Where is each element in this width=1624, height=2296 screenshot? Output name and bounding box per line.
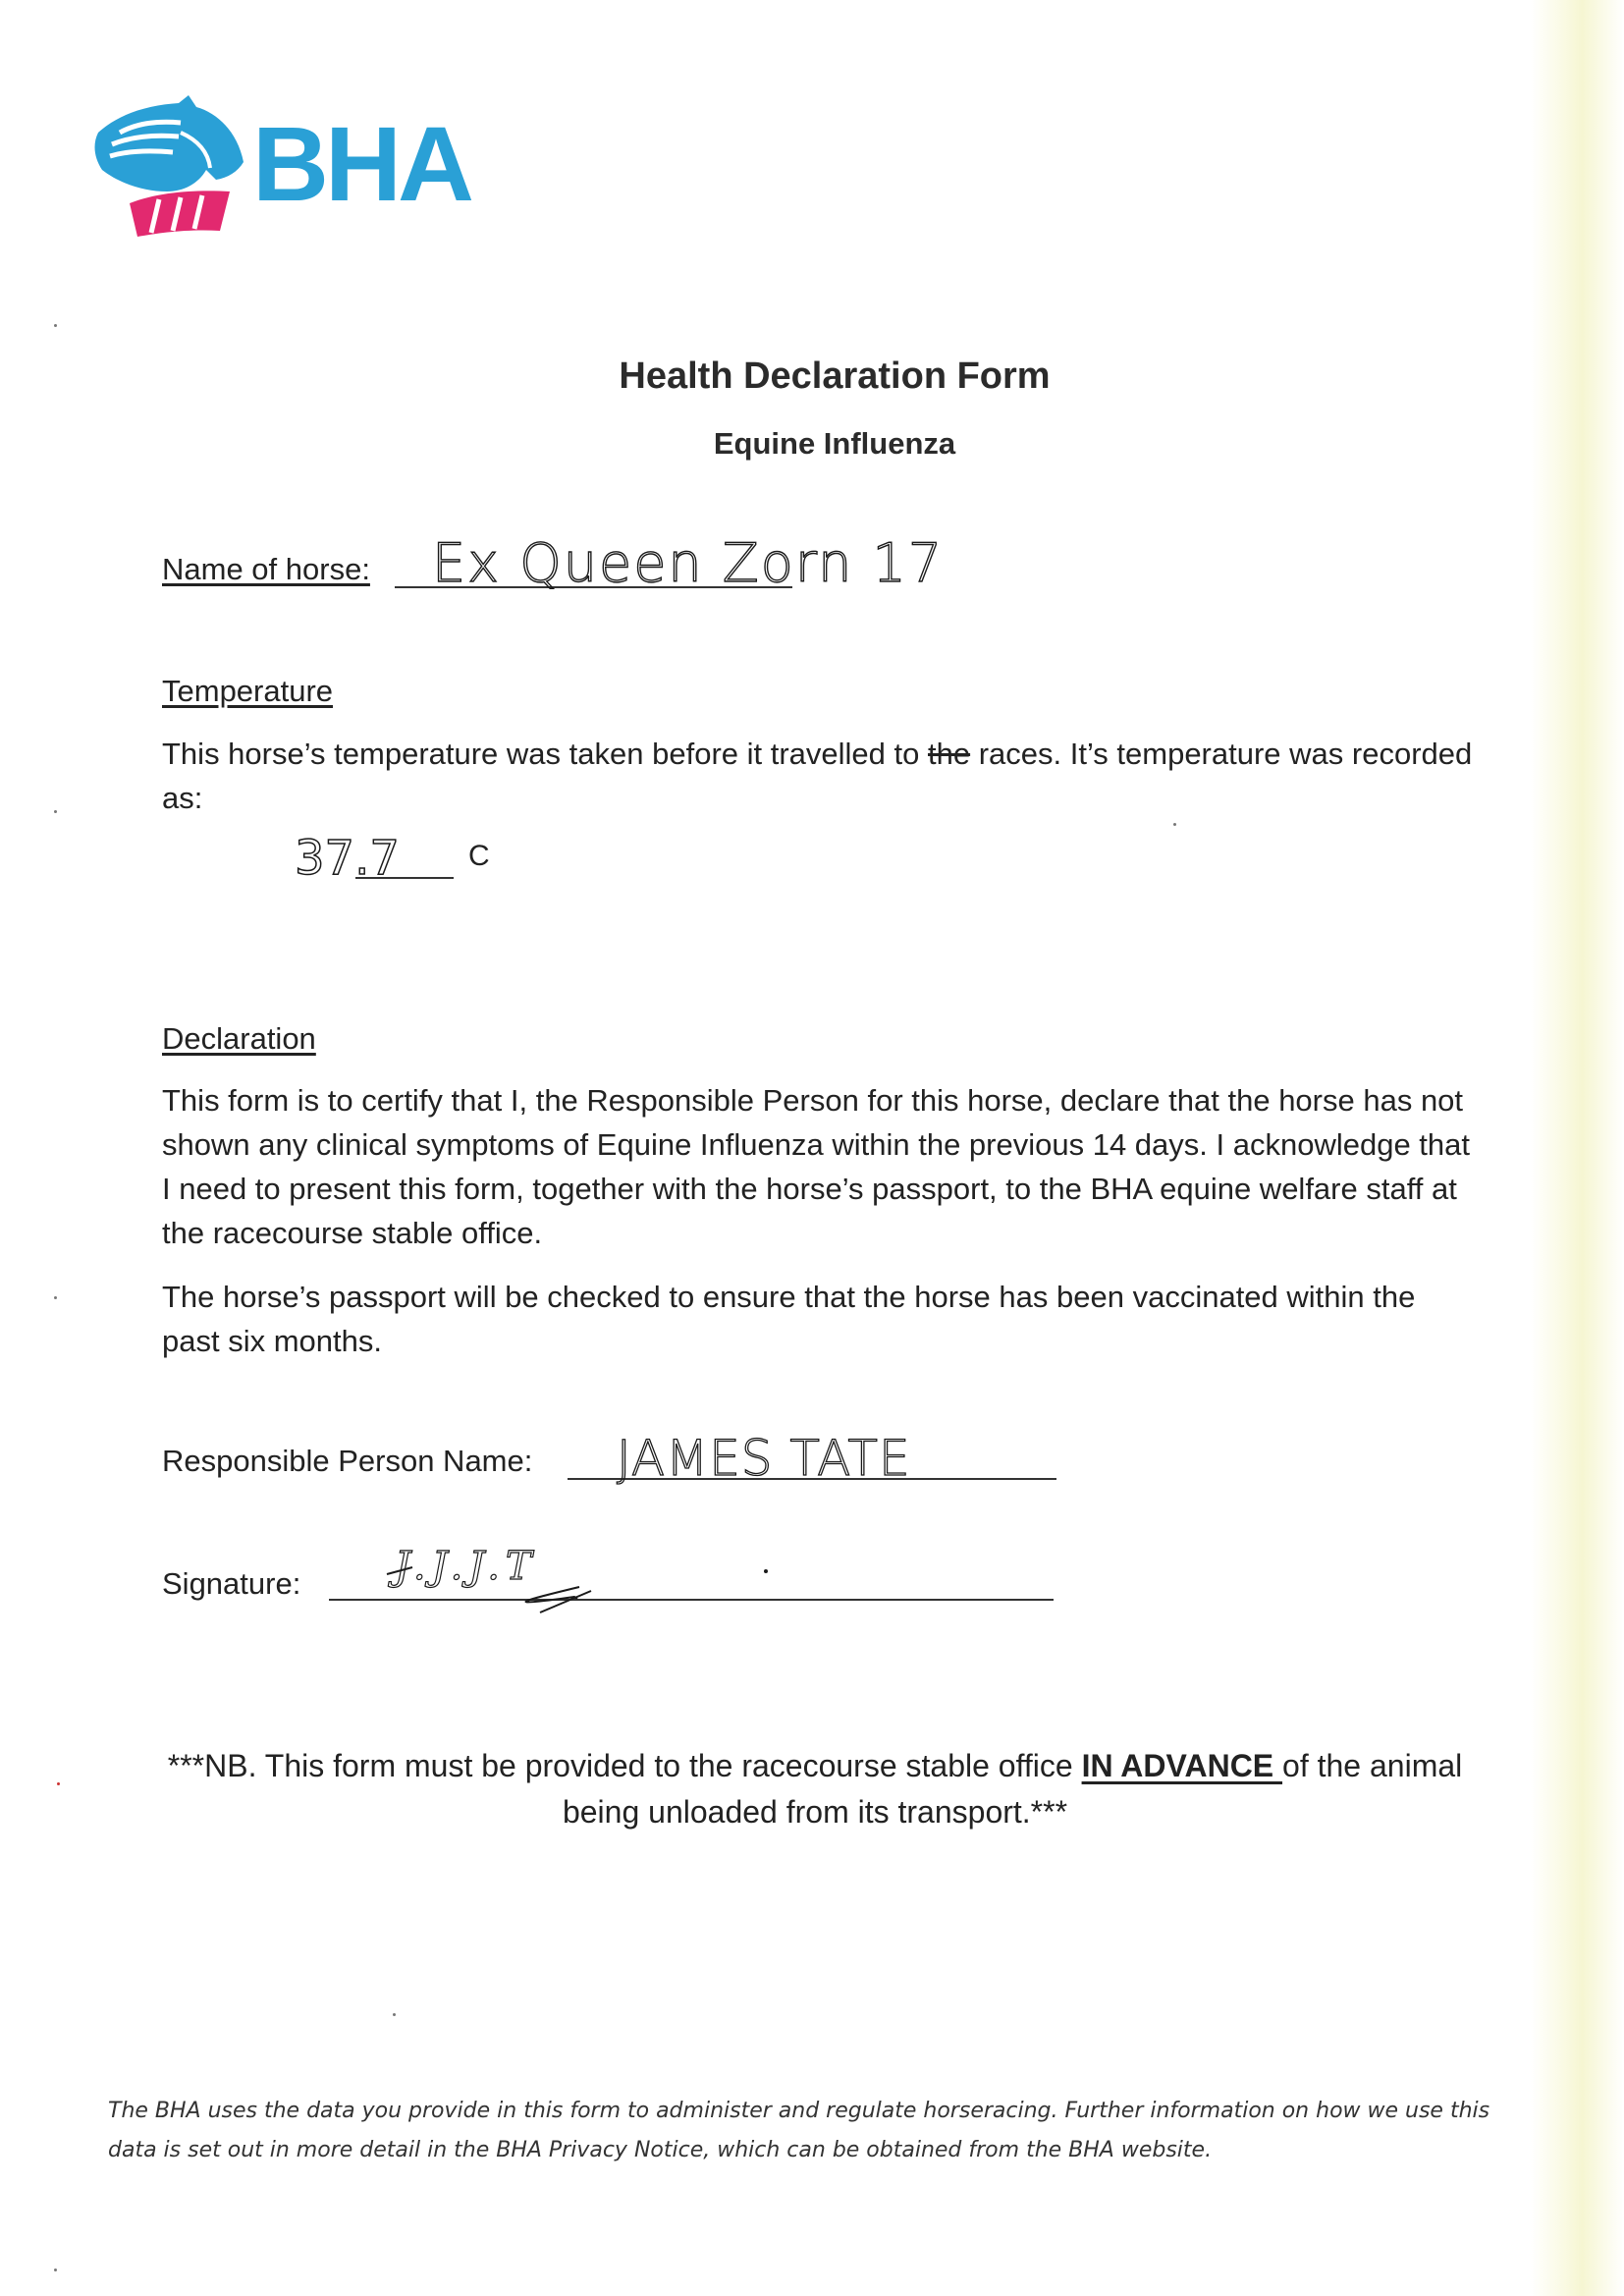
responsible-person-handwriting	[609, 1422, 1060, 1491]
temperature-heading: Temperature	[162, 674, 334, 708]
form-title: Health Declaration Form	[619, 355, 1051, 397]
scan-speck	[1173, 823, 1176, 826]
signature-field[interactable]	[373, 1530, 785, 1628]
temperature-value-field[interactable]	[295, 815, 452, 894]
svg-text:37.7: 37.7	[295, 831, 400, 886]
responsible-person-field[interactable]	[609, 1422, 1060, 1491]
horse-head-logo-icon	[90, 93, 252, 241]
signature-drawing	[373, 1530, 785, 1628]
scan-edge-shading	[1531, 0, 1624, 2296]
temperature-text-before: This horse’s temperature was taken before it travelled to	[162, 737, 928, 771]
temperature-paragraph	[162, 732, 1478, 820]
scan-speck	[54, 324, 57, 327]
temperature-line	[355, 877, 454, 879]
advance-notice-prefix: ***NB. This form must be provided to the racecourse stable office	[167, 1748, 1082, 1783]
responsible-person-label: Responsible Person Name:	[162, 1444, 533, 1478]
declaration-heading: Declaration	[162, 1021, 316, 1056]
scan-speck	[54, 810, 57, 813]
advance-notice-emphasis: IN ADVANCE	[1081, 1748, 1283, 1783]
temperature-handwriting	[295, 815, 452, 894]
svg-text:J.J.J.T: J.J.J.T	[395, 1544, 538, 1589]
temperature-text-after: races. It’s temperature was recorded as:	[162, 737, 1473, 815]
scan-speck	[54, 1296, 57, 1299]
svg-text:Ex Queen Zorn 17: Ex Queen Zorn 17	[432, 532, 945, 594]
temperature-struck-word: the	[927, 737, 971, 771]
svg-text:JAMES TATE: JAMES TATE	[617, 1430, 911, 1487]
advance-notice-suffix: of the animal being unloaded from its transport.***	[562, 1748, 1463, 1830]
scan-speck	[393, 2013, 396, 2016]
bha-logo	[90, 93, 473, 241]
declaration-paragraph-1: This form is to certify that I, the Responsible Person for this horse, declare that the horse has not shown any clinical symptoms of Equine Influenza within the previous 14 days. I acknowledge that I need to present this form, together with the horse’s passport, to the BHA equine welfare staff at the racecourse stable office.	[162, 1083, 1471, 1250]
scan-speck	[54, 2269, 57, 2271]
temperature-unit: C	[468, 840, 490, 872]
horse-name-handwriting	[432, 520, 1021, 599]
bha-logo-text: BHA	[252, 104, 470, 223]
signature-label: Signature:	[162, 1566, 301, 1601]
form-subtitle: Equine Influenza	[713, 426, 956, 461]
advance-notice	[147, 1743, 1483, 1835]
privacy-footer: The BHA uses the data you provide in this form to administer and regulate horseracing. Further information on how we use this data is set out in more detail in the BHA Privacy Notice, which can be obtained from the BHA website.	[108, 2099, 1490, 2162]
horse-name-label: Name of horse:	[162, 552, 370, 586]
scan-speck	[57, 1782, 60, 1785]
declaration-paragraph-2: The horse’s passport will be checked to ensure that the horse has been vaccinated within the past six months.	[162, 1280, 1416, 1358]
horse-name-field[interactable]	[432, 520, 1021, 599]
